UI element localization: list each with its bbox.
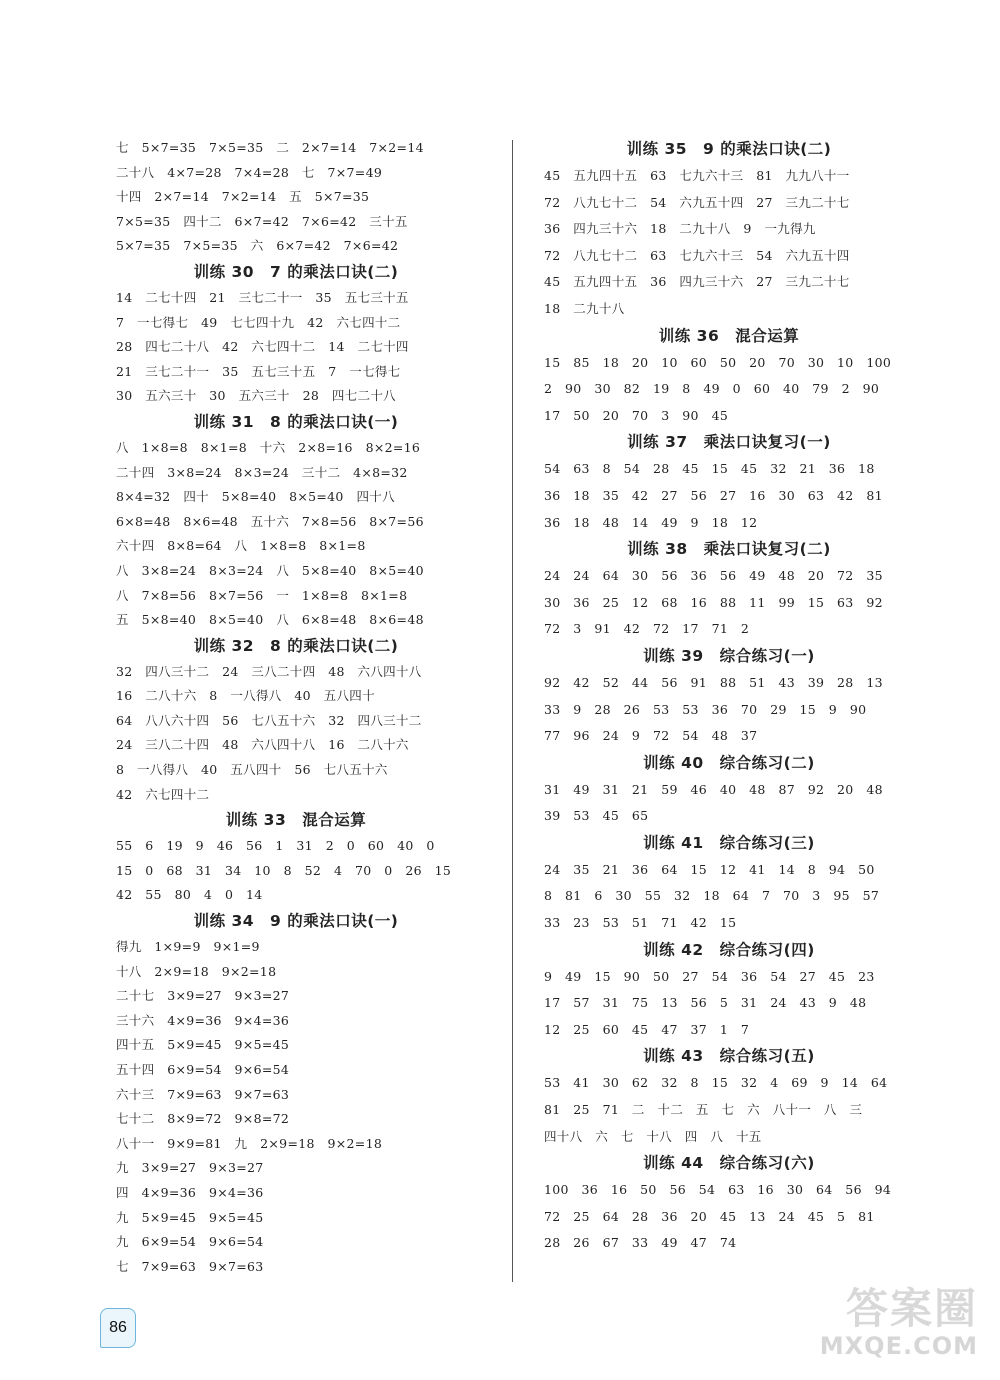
section-heading: 训练 33 混合运算 — [225, 811, 367, 830]
answer-line: 17 57 31 75 13 56 5 31 24 43 9 48 — [544, 995, 867, 1011]
answer-line: 15 85 18 20 10 60 50 20 70 30 10 100 — [544, 354, 892, 370]
answer-line: 100 36 16 50 56 54 63 16 30 64 56 94 — [544, 1182, 892, 1198]
answer-section — [116, 633, 476, 808]
section-heading: 训练 40 综合练习(二) — [643, 753, 815, 772]
answer-line: 36 四九三十六 18 二九十八 9 一九得九 — [544, 221, 816, 237]
answer-line: 二十八 4×7=28 7×4=28 七 7×7=49 — [116, 164, 383, 180]
answer-section — [544, 323, 914, 430]
answer-section — [544, 536, 914, 643]
section-heading: 训练 42 综合练习(四) — [643, 940, 815, 959]
answer-line: 14 二七十四 21 三七二十一 35 五七三十五 — [116, 289, 409, 305]
answer-line: 42 55 80 4 0 14 — [116, 887, 263, 903]
answer-line: 九 6×9=54 9×6=54 — [116, 1234, 264, 1250]
answer-line: 八 3×8=24 8×3=24 八 5×8=40 8×5=40 — [116, 562, 424, 578]
answer-line: 45 五九四十五 36 四九三十六 27 三九二十七 — [544, 274, 850, 290]
watermark-main: 答案圈 — [845, 1284, 978, 1333]
section-heading: 训练 39 综合练习(一) — [643, 646, 815, 665]
answer-line: 72 3 91 42 72 17 71 2 — [544, 621, 750, 637]
answer-section — [544, 1043, 914, 1150]
answer-line: 十四 2×7=14 7×2=14 五 5×7=35 — [116, 189, 370, 205]
answer-line: 四 4×9=36 9×4=36 — [116, 1184, 264, 1200]
answer-section — [544, 643, 914, 750]
watermark-logo — [798, 1286, 978, 1366]
answer-line: 六十四 8×8=64 八 1×8=8 8×1=8 — [116, 538, 366, 554]
answer-line: 五 5×8=40 8×5=40 八 6×8=48 8×6=48 — [116, 612, 424, 628]
answer-line: 八 1×8=8 8×1=8 十六 2×8=16 8×2=16 — [116, 439, 421, 455]
answer-line: 53 41 30 62 32 8 15 32 4 69 9 14 64 — [544, 1075, 888, 1091]
right-column — [544, 136, 914, 1257]
answer-line: 72 八九七十二 63 七九六十三 54 六九五十四 — [544, 247, 850, 263]
answer-line: 77 96 24 9 72 54 48 37 — [544, 728, 758, 744]
section-heading: 训练 37 乘法口诀复习(一) — [627, 433, 831, 452]
answer-line: 八 7×8=56 8×7=56 一 1×8=8 8×1=8 — [116, 587, 408, 603]
answer-line: 7×5=35 四十二 6×7=42 7×6=42 三十五 — [116, 213, 408, 229]
answer-line: 十八 2×9=18 9×2=18 — [116, 963, 277, 979]
answer-line: 30 五六三十 30 五六三十 28 四七二十八 — [116, 388, 396, 404]
answer-section — [116, 807, 476, 908]
answer-line: 81 25 71 二 十二 五 七 六 八十一 八 三 — [544, 1102, 863, 1118]
answer-line: 五十四 6×9=54 9×6=54 — [116, 1062, 290, 1077]
section-heading: 训练 44 综合练习(六) — [643, 1154, 815, 1173]
answer-section — [544, 1150, 914, 1257]
section-heading: 训练 34 9 的乘法口诀(一) — [193, 912, 399, 931]
answer-line: 七 7×9=63 9×7=63 — [116, 1258, 264, 1274]
answer-line: 5×7=35 7×5=35 六 6×7=42 7×6=42 — [116, 238, 399, 254]
answer-line: 二十四 3×8=24 8×3=24 三十二 4×8=32 — [116, 464, 408, 480]
answer-line: 24 三八二十四 48 六八四十八 16 二八十六 — [116, 737, 409, 753]
answer-line: 42 六七四十二 — [116, 786, 210, 802]
section-heading: 训练 30 7 的乘法口诀(二) — [193, 262, 399, 281]
section-heading: 训练 43 综合练习(五) — [643, 1047, 815, 1066]
answer-line: 三十六 4×9=36 9×4=36 — [116, 1012, 290, 1028]
answer-line: 39 53 45 65 — [544, 808, 649, 824]
answer-section — [116, 409, 476, 633]
answer-line: 28 四七二十八 42 六七四十二 14 二七十四 — [116, 339, 409, 355]
answer-line: 7 一七得七 49 七七四十九 42 六七四十二 — [116, 314, 401, 330]
section-heading: 训练 36 混合运算 — [658, 326, 800, 345]
section-heading: 训练 31 8 的乘法口诀(一) — [193, 412, 399, 431]
answer-section — [544, 429, 914, 536]
answer-line: 17 50 20 70 3 90 45 — [544, 407, 729, 423]
answer-line: 30 36 25 12 68 16 88 11 99 15 63 92 — [544, 594, 883, 610]
answer-line: 18 二九十八 — [544, 300, 625, 316]
answer-line: 64 八八六十四 56 七八五十六 32 四八三十二 — [116, 712, 422, 728]
answer-line: 55 6 19 9 46 56 1 31 2 0 60 40 0 — [116, 838, 435, 854]
answer-line: 八十一 9×9=81 九 2×9=18 9×2=18 — [116, 1135, 383, 1151]
answer-line: 七十二 8×9=72 9×8=72 — [116, 1111, 290, 1127]
answer-line: 33 9 28 26 53 53 36 70 29 15 9 90 — [544, 701, 867, 717]
answer-section — [116, 136, 476, 259]
answer-line: 21 三七二十一 35 五七三十五 7 一七得七 — [116, 363, 401, 379]
answer-line: 8 81 6 30 55 32 18 64 7 70 3 95 57 — [544, 888, 880, 904]
left-column — [116, 136, 476, 1279]
answer-line: 六十三 7×9=63 9×7=63 — [116, 1086, 290, 1102]
section-heading: 训练 41 综合练习(三) — [643, 833, 815, 852]
answer-line: 92 42 52 44 56 91 88 51 43 39 28 13 — [544, 674, 883, 690]
answer-line: 6×8=48 8×6=48 五十六 7×8=56 8×7=56 — [116, 513, 424, 529]
answer-line: 九 5×9=45 9×5=45 — [116, 1209, 264, 1225]
answer-line: 24 35 21 36 64 15 12 41 14 8 94 50 — [544, 861, 875, 877]
answer-section — [544, 750, 914, 830]
answer-line: 16 二八十六 8 一八得八 40 五八四十 — [116, 688, 375, 704]
answer-line: 72 25 64 28 36 20 45 13 24 45 5 81 — [544, 1208, 875, 1224]
answer-line: 45 五九四十五 63 七九六十三 81 九九八十一 — [544, 168, 850, 183]
answer-line: 36 18 48 14 49 9 18 12 — [544, 514, 758, 530]
answer-line: 8×4=32 四十 5×8=40 8×5=40 四十八 — [116, 489, 395, 505]
answer-line: 8 一八得八 40 五八四十 56 七八五十六 — [116, 762, 388, 778]
answer-line: 二十七 3×9=27 9×3=27 — [116, 988, 290, 1004]
answer-line: 四十五 5×9=45 9×5=45 — [116, 1037, 290, 1053]
answer-line: 12 25 60 45 47 37 1 7 — [544, 1021, 750, 1037]
answer-section — [544, 830, 914, 937]
answer-section — [544, 136, 914, 323]
answer-section — [116, 259, 476, 409]
answer-line: 2 90 30 82 19 8 49 0 60 40 79 2 90 — [544, 381, 880, 397]
answer-section — [116, 908, 476, 1279]
column-divider — [512, 140, 513, 1282]
answer-section — [544, 937, 914, 1044]
answer-line: 54 63 8 54 28 45 15 45 32 21 36 18 — [544, 461, 875, 477]
answer-line: 四十八 六 七 十八 四 八 十五 — [544, 1128, 762, 1144]
page-number: 86 — [100, 1308, 136, 1348]
answer-line: 七 5×7=35 7×5=35 二 2×7=14 7×2=14 — [116, 140, 424, 155]
answer-line: 15 0 68 31 34 10 8 52 4 70 0 26 15 — [116, 862, 452, 878]
answer-line: 33 23 53 51 71 42 15 — [544, 915, 737, 931]
section-heading: 训练 35 9 的乘法口诀(二) — [626, 140, 832, 158]
answer-line: 72 八九七十二 54 六九五十四 27 三九二十七 — [544, 194, 850, 210]
answer-line: 28 26 67 33 49 47 74 — [544, 1235, 737, 1251]
section-heading: 训练 32 8 的乘法口诀(二) — [193, 636, 399, 655]
answer-line: 32 四八三十二 24 三八二十四 48 六八四十八 — [116, 663, 422, 679]
answer-line: 36 18 35 42 27 56 27 16 30 63 42 81 — [544, 487, 883, 503]
answer-line: 九 3×9=27 9×3=27 — [116, 1160, 264, 1176]
answer-line: 9 49 15 90 50 27 54 36 54 27 45 23 — [544, 968, 875, 984]
answer-line: 24 24 64 30 56 36 56 49 48 20 72 35 — [544, 568, 883, 584]
answer-line: 得九 1×9=9 9×1=9 — [116, 939, 260, 955]
answer-line: 31 49 31 21 59 46 40 48 87 92 20 48 — [544, 781, 883, 797]
watermark-sub: MXQE.COM — [819, 1332, 978, 1360]
section-heading: 训练 38 乘法口诀复习(二) — [627, 540, 831, 559]
